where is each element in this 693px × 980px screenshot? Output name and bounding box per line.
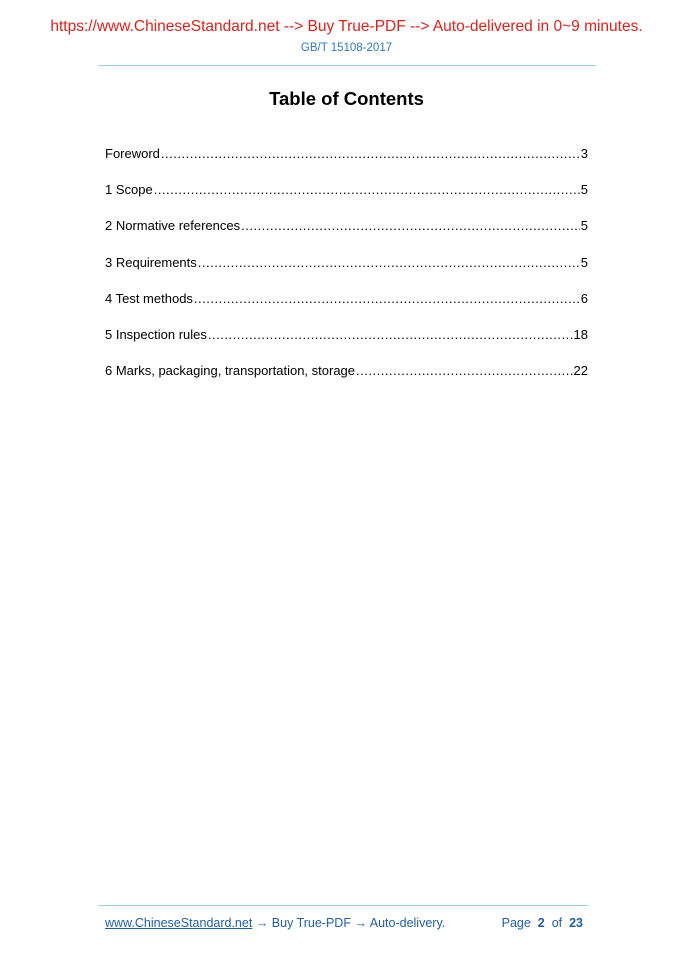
total-pages-number: 23: [569, 916, 583, 930]
toc-entry-page: 18: [573, 326, 588, 342]
arrow-right-icon: →: [255, 916, 269, 930]
arrow-right-icon: →: [354, 916, 367, 930]
toc-entry-page: 22: [573, 363, 588, 379]
toc-entry-label: 3 Requirements: [105, 254, 197, 270]
toc-entry-label: Foreword: [105, 146, 160, 161]
toc-entry-foreword[interactable]: [105, 146, 588, 182]
of-word: of: [551, 916, 563, 930]
footer-delivery-text: Auto-delivery.: [369, 916, 446, 930]
toc-entry-label: 4 Test methods: [105, 290, 193, 306]
toc-entry-page: 3: [580, 146, 588, 161]
current-page-number: 2: [537, 916, 545, 930]
page-word: Page: [501, 916, 531, 930]
page-title: Table of Contents: [269, 88, 424, 109]
toc-leader-dots: [161, 146, 580, 162]
toc-entry-normative-references[interactable]: [105, 218, 588, 254]
toc-entry-scope[interactable]: [105, 182, 588, 218]
top-banner: https://www.ChineseStandard.net --> Buy True-PDF --> Auto-delivered in 0~9 minutes.: [50, 18, 643, 35]
toc-entry-label: 2 Normative references: [105, 218, 241, 234]
toc-entry-page: 6: [580, 290, 588, 306]
toc-entry-page: 5: [580, 182, 588, 198]
page-number: [502, 916, 583, 930]
table-of-contents: [105, 146, 588, 399]
footer-divider: [99, 905, 588, 906]
page-footer: [105, 916, 583, 930]
toc-entry-test-methods[interactable]: [105, 291, 588, 327]
footer-buy-text: Buy True-PDF: [271, 916, 351, 930]
toc-entry-label: 6 Marks, packaging, transportation, storage: [105, 363, 356, 379]
header-divider: [99, 65, 596, 66]
toc-entry-label: 1 Scope: [105, 182, 153, 198]
toc-leader-dots: [356, 363, 573, 379]
toc-leader-dots: [198, 255, 580, 271]
website-link[interactable]: www.ChineseStandard.net: [105, 916, 253, 930]
toc-entry-inspection-rules[interactable]: [105, 327, 588, 363]
toc-entry-page: 5: [580, 218, 588, 234]
toc-entry-page: 5: [580, 254, 588, 270]
document-code: GB/T 15108-2017: [300, 42, 393, 54]
toc-entry-requirements[interactable]: [105, 255, 588, 291]
toc-entry-label: 5 Inspection rules: [105, 326, 207, 342]
toc-leader-dots: [208, 327, 573, 343]
toc-entry-marks-packaging[interactable]: [105, 363, 588, 399]
toc-leader-dots: [194, 291, 580, 307]
toc-leader-dots: [241, 218, 580, 234]
toc-leader-dots: [154, 182, 580, 198]
